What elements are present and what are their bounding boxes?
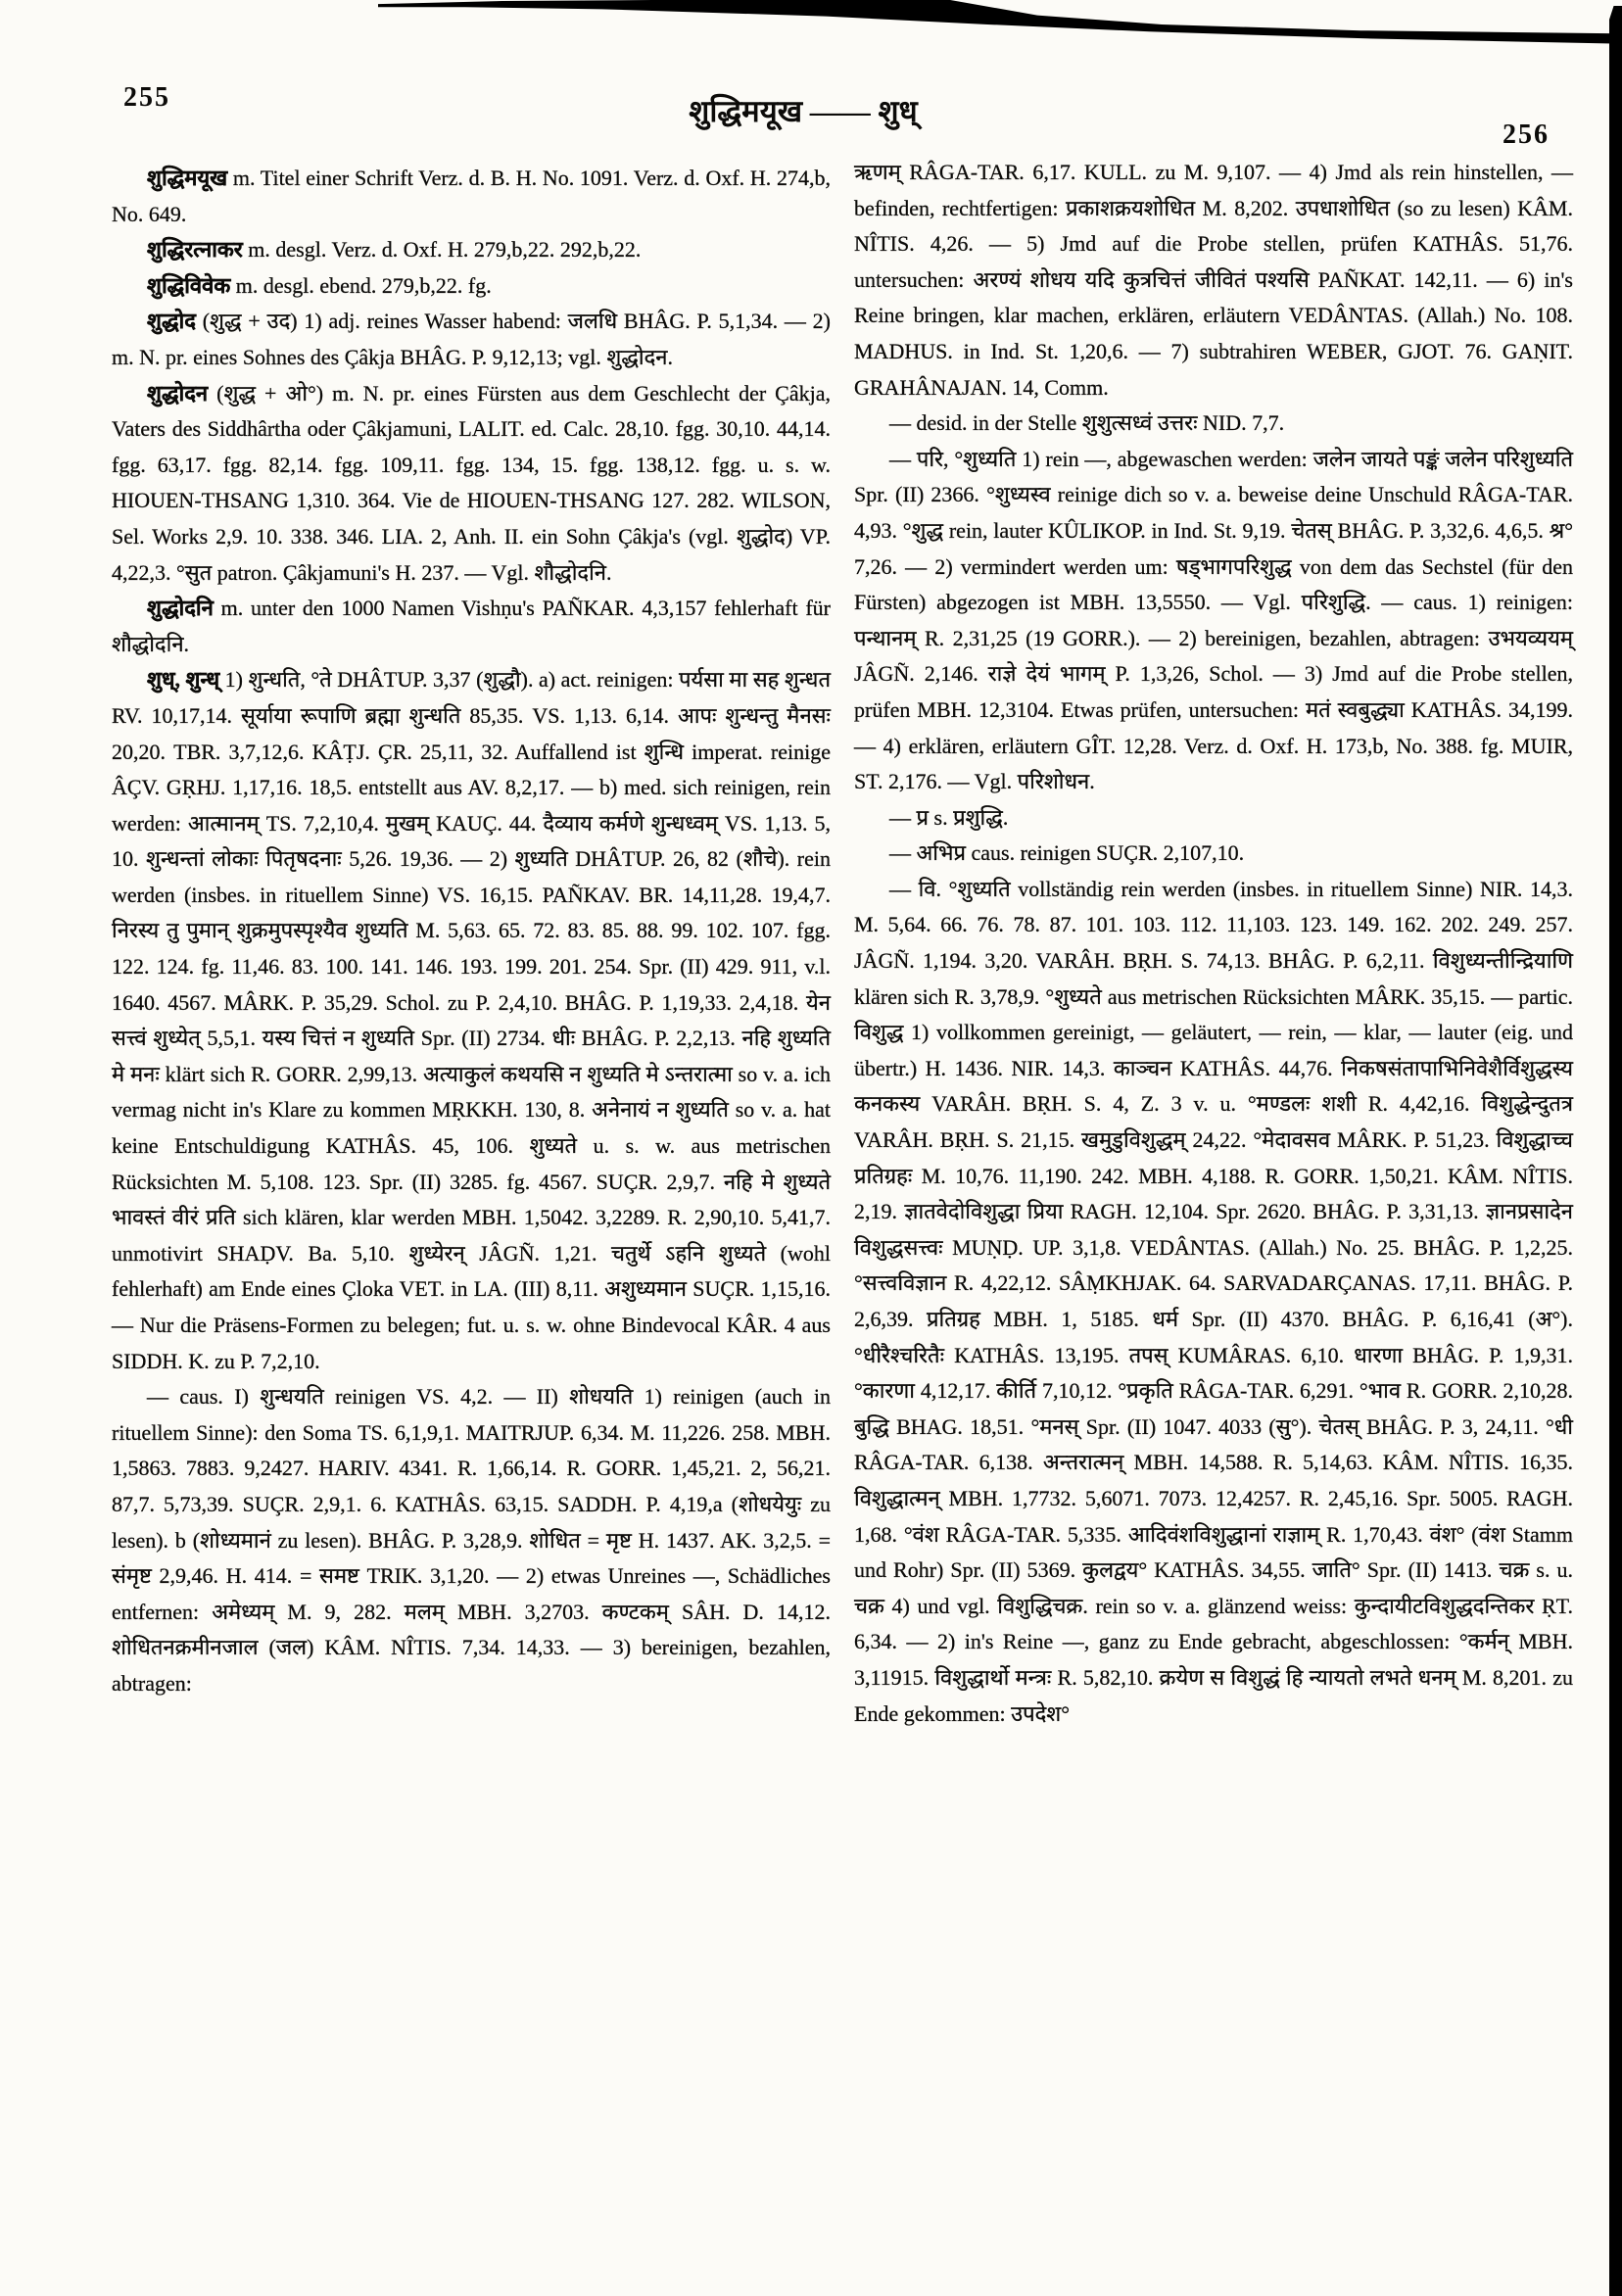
entry-text: — अभिप्र caus. reinigen SUÇR. 2,107,10. — [889, 840, 1245, 866]
running-header: शुद्धिमयूख —— शुध् — [689, 94, 918, 128]
entry-shuddhoda — [112, 304, 831, 375]
right-column — [854, 155, 1573, 1732]
scan-artifact-top-streak — [378, 0, 1622, 51]
entry-vi-shudh — [854, 872, 1573, 1732]
entry-text: 1) शुन्धति, °ते DHÂTUP. 3,37 (शुद्धौ). a) act. reinigen: पर्यसा मा सह शुन्धत RV. 10,17,14. सूर्याया रूपाणि ब्रह्मा शुन्धति 85,35. VS. 1,13. 6,14. आपः शुन्धन्तु मैनसः 20,20. TBR. 3,7,12,6. KÂṬJ. ÇR. 25,11, 32. Auffallend ist शुन्धि imperat. reinige ÂÇV. GṚHJ. 1,17,16. 18,5. entstellt aus AV. 8,2,17. — b) med. sich reinigen, rein werden: आत्मानम् TS. 7,2,10,4. मुखम् KAUÇ. 44. दैव्याय कर्मणे शुन्धध्वम् VS. 1,13. 5, 10. शुन्धन्तां लोकाः पितृषदनाः 5,26. 19,36. — 2) शुध्यति DHÂTUP. 26, 82 (शौचे). rein werden (insbes. in rituellem Sinne) VS. 16,15. PAÑKAV. BR. 14,11,28. 19,4,7. निरस्य तु पुमान् शुक्रमुपस्पृश्यैव शुध्यति M. 5,63. 65. 72. 83. 85. 88. 99. 102. 107. fgg. 122. 124. fg. 11,46. 83. 100. 141. 146. 193. 199. 201. 254. Spr. (II) 429. 911, v.l. 1640. 4567. MÂRK. P. 35,29. Schol. zu P. 2,4,10. BHÂG. P. 1,19,33. 2,4,18. येन सत्त्वं शुध्येत् 5,5,1. यस्य चित्तं न शुध्यति Spr. (II) 2734. धीः BHÂG. P. 2,2,13. नहि शुध्यति मे मनः klärt sich R. GORR. 2,99,13. अत्याकुलं कथयसि न शुध्यति मे ऽन्तरात्मा so v. a. ich vermag nicht in's Klare zu kommen MṚKKH. 130, 8. अनेनायं न शुध्यति so v. a. hat keine Entschuldigung KATHÂS. 45, 106. शुध्यते u. s. w. aus metrischen Rücksichten M. 5,108. 123. Spr. (II) 3285. fg. 4567. SUÇR. 2,9,7. नहि मे शुध्यते भावस्तं वीरं प्रति sich klären, klar werden MBH. 1,5042. 3,2289. R. 2,90,10. 5,41,7. unmotivirt SHAḌV. Ba. 5,10. शुध्येरन् JÂGÑ. 1,21. चतुर्थे ऽहनि शुध्यते (wohl fehlerhaft) am Ende eines Çloka VET. in LA. (III) 8,11. अशुध्यमान SUÇR. 1,15,16. — Nur die Präsens-Formen zu belegen; fut. u. s. w. ohne Bindevocal KÂR. 4 aus SIDDH. K. zu P. 7,2,10. — [112, 667, 831, 1373]
entry-shudh-root — [112, 662, 831, 1379]
page-number-right: 256 — [1503, 120, 1550, 150]
scan-artifact-right-bar — [1609, 6, 1622, 2296]
entry-text: (शुद्ध + उद) 1) adj. reines Wasser habend: जलधि BHÂG. P. 5,1,34. — 2) m. N. pr. eines Sohnes des Çâkja BHÂG. P. 9,12,13; vgl. शुद्धोदन. — [112, 309, 831, 369]
entry-text: m. Titel einer Schrift Verz. d. B. H. No. 1091. Verz. d. Oxf. H. 274,b, No. 649. — [112, 166, 831, 226]
entry-text: m. desgl. Verz. d. Oxf. H. 279,b,22. 292,b,22. — [242, 237, 642, 263]
entry-text: — प्र s. प्रशुद्धि. — [889, 804, 1009, 830]
entry-headword: शुद्धोदन — [147, 380, 209, 406]
entry-headword: शुद्धिविवेक — [147, 272, 231, 298]
entry-headword: शुद्धोदनि — [147, 596, 214, 621]
entry-text: m. unter den 1000 Namen Vishṇu's PAÑKAR. 4,3,157 fehlerhaft für शौद्धोदनि. — [112, 596, 831, 656]
page-number-left: 255 — [123, 82, 170, 113]
entry-shuddhimayukha — [112, 161, 831, 232]
entry-shuddhiratnakara — [112, 232, 831, 268]
left-column — [112, 161, 831, 1702]
entry-shuddhodani — [112, 591, 831, 662]
entry-shudh-desiderative — [854, 406, 1573, 442]
entry-shudh-causative — [112, 1379, 831, 1701]
entry-pari-shudh — [854, 442, 1573, 800]
entry-text: (शुद्ध + ओ°) m. N. pr. eines Fürsten aus dem Geschlecht der Çâkja, Vaters des Siddhârtha oder Çâkjamuni, LALIT. ed. Calc. 28,10. fgg. 30,10. 44,14. fgg. 63,17. fgg. 82,14. fgg. 109,11. fgg. 134, 15. fgg. 138,12. fgg. u. s. w. HIOUEN-THSANG 1,310. 364. Vie de HIOUEN-THSANG 127. 282. WILSON, Sel. Works 2,9. 10. 338. 346. LIA. 2, Anh. II. ein Sohn Çâkja's (vgl. शुद्धोद) VP. 4,22,3. °सुत patron. Çâkjamuni's H. 237. — Vgl. शौद्धोदनि. — [112, 380, 831, 585]
entry-abhipra-shudh — [854, 836, 1573, 872]
entry-headword: शुध्, शुन्ध् — [147, 667, 220, 693]
entry-text: m. desgl. ebend. 279,b,22. fg. — [230, 272, 492, 298]
entry-text: — caus. I) शुन्धयति reinigen VS. 4,2. — II) शोधयति 1) reinigen (auch in rituellem Sinne): den Soma TS. 6,1,9,1. MAITRJUP. 6,34. M. 11,226. 258. MBH. 1,5863. 7883. 9,2427. HARIV. 4341. R. 1,66,14. R. GORR. 1,45,21. 2, 56,21. 87,7. 5,73,39. SUÇR. 2,9,1. 6. KATHÂS. 63,15. SADDH. P. 4,19,a (शोधयेयुः zu lesen). b (शोध्यमानं zu lesen). BHÂG. P. 3,28,9. शोधित = मृष्ट H. 1437. AK. 3,2,5. = संमृष्ट 2,9,46. H. 414. = समष्ट TRIK. 3,1,20. — 2) etwas Unreines —, Schädliches entfernen: अमेध्यम् M. 9, 282. मलम् MBH. 3,2703. कण्टकम् SÂH. D. 14,12. शोधितनक्रमीनजाल (जल) KÂM. NÎTIS. 7,34. 14,33. — 3) bereinigen, bezahlen, abtragen: — [112, 1384, 831, 1696]
entry-pra-shudh — [854, 800, 1573, 837]
entry-text: — desid. in der Stelle शुशुत्सध्वं उत्तरः NID. 7,7. — [889, 410, 1285, 436]
entry-headword: शुद्धिमयूख — [147, 166, 228, 190]
entry-text: — परि, °शुध्यति 1) rein —, abgewaschen werden: जलेन जायते पङ्कं जलेन परिशुध्यति Spr. (II) 2366. °शुध्यस्व reinige dich so v. a. beweise deine Unschuld RÂGA-TAR. 4,93. °शुद्ध rein, lauter KÛLIKOP. in Ind. St. 9,19. चेतस् BHÂG. P. 3,32,6. 4,6,5. श्र° 7,26. — 2) vermindert werden um: षड्भागपरिशुद्ध von dem das Sechstel (für den Fürsten) abgezogen ist MBH. 13,5550. — Vgl. परिशुद्धि. — caus. 1) reinigen: पन्थानम् R. 2,31,25 (19 GORR.). — 2) bereinigen, bezahlen, abtragen: उभयव्ययम् JÂGÑ. 2,146. राज्ञे देयं भागम् P. 1,3,26, Schol. — 3) Jmd auf die Probe stellen, prüfen MBH. 12,3104. Etwas prüfen, untersuchen: मतं स्वबुद्ध्या KATHÂS. 34,199. — 4) erklären, erläutern GÎT. 12,28. Verz. d. Oxf. H. 173,b, No. 388. fg. MUIR, ST. 2,176. — Vgl. परिशोधन. — [854, 446, 1573, 794]
entry-shuddhiviveka — [112, 268, 831, 305]
entry-headword: शुद्धिरत्नाकर — [147, 237, 243, 263]
entry-shudh-causative-continued — [854, 155, 1573, 406]
entry-text: ऋणम् RÂGA-TAR. 6,17. KULL. zu M. 9,107. — 4) Jmd als rein hinstellen, — befinden, rechtfertigen: प्रकाशक्रयशोधित M. 8,202. उपधाशोधित (so zu lesen) KÂM. NÎTIS. 4,26. — 5) Jmd auf die Probe stellen, prüfen KATHÂS. 51,76. untersuchen: अरण्यं शोधय यदि कुत्रचित्तं जीवितं पश्यसि PAÑKAT. 142,11. — 6) in's Reine bringen, klar machen, erklären, erläutern VEDÂNTAS. (Allah.) No. 108. MADHUS. in Ind. St. 1,20,6. — 7) subtrahiren WEBER, GJOT. 76. GAṆIT. GRAHÂNAJAN. 14, Comm. — [854, 160, 1573, 400]
entry-headword: शुद्धोद — [147, 309, 196, 334]
entry-text: — वि. °शुध्यति vollständig rein werden (insbes. in rituellem Sinne) NIR. 14,3. M. 5,64. 66. 76. 78. 87. 101. 103. 112. 11,103. 123. 149. 162. 202. 249. 257. JÂGÑ. 1,194. 3,20. VARÂH. BṚH. S. 74,13. BHÂG. P. 6,2,11. विशुध्यन्तीन्द्रियाणि klären sich R. 3,78,9. °शुध्यते aus metrischen Rücksichten MÂRK. 35,15. — partic. विशुद्ध 1) vollkommen gereinigt, — geläutert, — rein, — klar, — lauter (eig. und übertr.) H. 1436. NIR. 14,3. काञ्चन KATHÂS. 44,76. निकषसंतापाभिनिवेशैर्विशुद्धस्य कनकस्य VARÂH. BṚH. S. 4, Z. 3 v. u. °मण्डलः शशी R. 4,42,16. विशुद्धेन्दुतत्र VARÂH. BṚH. S. 21,15. खमुडुविशुद्धम् 24,22. °मेदावसव MÂRK. P. 51,23. विशुद्धाच्च प्रतिग्रहः M. 10,76. 11,190. 242. MBH. 4,188. R. GORR. 1,50,21. KÂM. NÎTIS. 2,19. ज्ञातवेदोविशुद्धा प्रिया RAGH. 12,104. Spr. 2620. BHÂG. P. 3,31,13. ज्ञानप्रसादेन विशुद्धसत्त्वः MUṆḌ. UP. 3,1,8. VEDÂNTAS. (Allah.) No. 25. BHÂG. P. 1,2,25. °सत्त्वविज्ञान R. 4,22,12. SÂṂKHJAK. 64. SARVADARÇANAS. 17,11. BHÂG. P. 2,6,39. प्रतिग्रह MBH. 1, 5185. धर्म Spr. (II) 4370. BHÂG. P. 6,16,41 (अ°). °धीरैश्चरितैः KATHÂS. 13,195. तपस् KUMÂRAS. 6,10. धारणा BHÂG. P. 1,9,31. °कारणा 4,12,17. कीर्ति 7,10,12. °प्रकृति RÂGA-TAR. 6,291. °भाव R. GORR. 2,10,28. बुद्धि BHAG. 18,51. °मनस् Spr. (II) 1047. 4033 (सु°). चेतस् BHÂG. P. 3, 24,11. °धी RÂGA-TAR. 6,138. अन्तरात्मन् MBH. 14,588. R. 5,14,63. KÂM. NÎTIS. 16,35. विशुद्धात्मन् MBH. 1,7732. 5,6071. 7073. 12,4257. R. 2,45,16. Spr. 5005. RAGH. 1,68. °वंश RÂGA-TAR. 5,335. आदिवंशविशुद्धानां राज्ञाम् R. 1,70,43. वंश° (वंश Stamm und Rohr) Spr. (II) 5369. कुलद्वय° KATHÂS. 34,55. जाति° Spr. (II) 1413. चक्र s. u. चक्र 4) und vgl. विशुद्धिचक्र. rein so v. a. glänzend weiss: कुन्दायीटविशुद्धदन्तिकर ṚT. 6,34. — 2) in's Reine —, ganz zu Ende gebracht, abgeschlossen: °कर्मन् MBH. 3,11915. विशुद्धार्थो मन्त्रः R. 5,82,10. क्रयेण स विशुद्धं हि न्यायतो लभते धनम् M. 8,201. zu Ende gekommen: उपदेश° — [854, 876, 1573, 1726]
entry-shuddhodana — [112, 376, 831, 592]
